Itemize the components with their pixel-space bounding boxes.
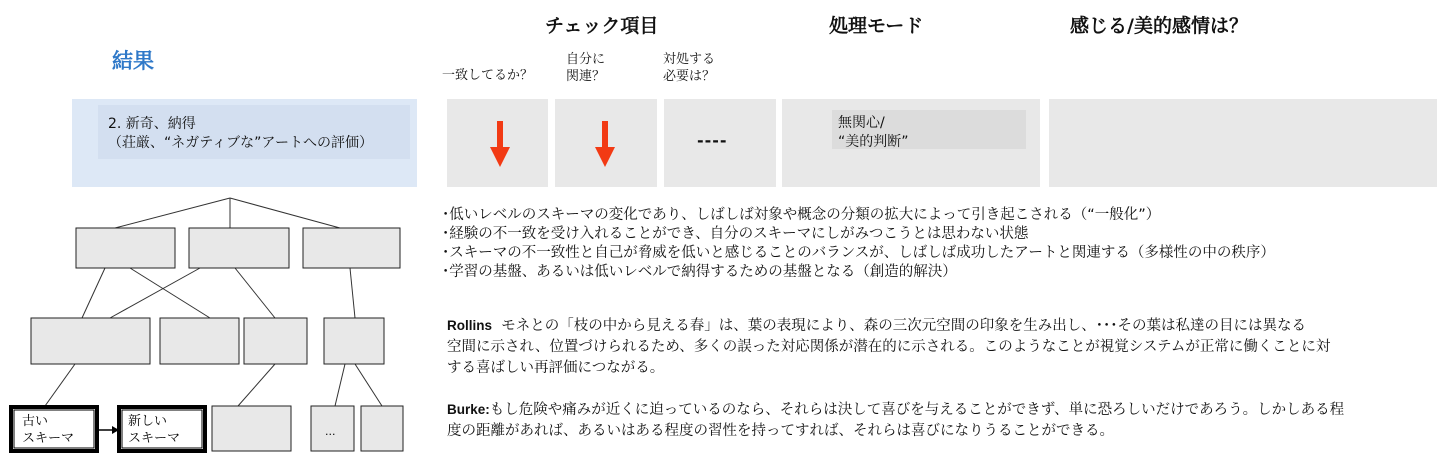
check-col1-line1: 一致してるか？: [442, 68, 534, 83]
header-check-items: チェック項目: [545, 15, 659, 37]
result-label: 結果: [112, 49, 154, 73]
check-col3-value: ----: [697, 131, 728, 150]
new-schema-line2: スキーマ: [128, 431, 181, 446]
bullet-item: ･経験の不一致を受け入れることができ、自分のスキーマにしがみつこうとは思わない状態: [442, 226, 1029, 242]
burke-line2: 度の距離があれば、あるいはある程度の習性を持ってすれば、それらは喜びになりうることができる。: [447, 423, 1114, 439]
burke-quote: [447, 399, 1442, 442]
processing-mode-line1: 無関心/: [838, 115, 885, 131]
processing-mode-line2: “美的判断”: [838, 134, 909, 150]
tree-node: [31, 318, 150, 364]
result-row-label: [108, 115, 373, 153]
check-col2-cell: [555, 99, 657, 187]
check-col3-line1: 対処する: [663, 52, 716, 67]
rollins-name: Rollins: [447, 318, 493, 333]
result-row-label-line1: 2. 新奇、納得: [108, 116, 196, 132]
bullet-list: [442, 206, 1442, 282]
new-schema-line1: 新しい: [128, 414, 168, 429]
down-arrow-icon: [490, 121, 510, 167]
processing-mode-value: [832, 110, 1026, 149]
rollins-line2: 空間に示され、位置づけられるため、多くの誤った対応関係が潜在的に示される。このようなことが視覚システムが正常に働くことに対: [447, 339, 1331, 355]
processing-mode-cell: [782, 99, 1040, 187]
feeling-cell: [1049, 99, 1437, 187]
header-feeling: 感じる/美的感情は？: [1070, 15, 1248, 37]
header-processing-mode: 処理モード: [829, 15, 924, 37]
bullet-item: ･スキーマの不一致性と自己が脅威を低いと感じることのバランスが、しばしば成功したアートと関連する（多様性の中の秩序）: [442, 245, 1275, 261]
schema-tree-diagram: [0, 190, 430, 457]
check-col1-label: [442, 67, 533, 84]
tree-node: [244, 318, 307, 364]
tree-node: [361, 406, 403, 451]
tree-node: [324, 318, 384, 364]
rollins-line3: する喜ばしい再評価につながる。: [447, 360, 665, 376]
burke-name: Burke:: [447, 402, 490, 417]
check-col3-cell: [664, 99, 776, 187]
tree-node: [303, 228, 400, 268]
old-schema-line2: スキーマ: [22, 431, 75, 446]
tree-node: [76, 228, 175, 268]
rollins-quote: [447, 315, 1442, 379]
check-col2-line2: 関連？: [566, 69, 606, 84]
tree-node: [160, 318, 239, 364]
tree-node: [189, 228, 289, 268]
tree-node: [212, 406, 291, 451]
down-arrow-icon: [595, 121, 615, 167]
check-col2-label: [566, 51, 605, 85]
old-schema-line1: 古い: [22, 414, 49, 429]
bullet-item: ･低いレベルのスキーマの変化であり、しばしば対象や概念の分類の拡大によって引き起こされる（“一般化”）: [442, 207, 1161, 223]
check-col2-line1: 自分に: [566, 52, 606, 67]
result-row-cell: [72, 99, 417, 187]
check-col3-label: [663, 51, 715, 85]
rollins-line1: モネとの「枝の中から見える春」は、葉の表現により、森の三次元空間の印象を生み出し、･･･その葉は私達の目には異なる: [501, 318, 1306, 334]
check-col1-cell: [447, 99, 548, 187]
bullet-item: ･学習の基盤、あるいは低いレベルで納得するための基盤となる（創造的解決）: [442, 264, 957, 280]
check-col3-line2: 必要は？: [663, 69, 716, 84]
burke-line1: もし危険や痛みが近くに迫っているのなら、それらは決して喜びを与えることができず、単に恐ろしいだけであろう。しかしある程: [489, 402, 1345, 418]
result-row-label-line2: （荘厳、“ネガティブな”アートへの評価）: [108, 135, 373, 151]
ellipsis-label: ...: [325, 425, 336, 438]
